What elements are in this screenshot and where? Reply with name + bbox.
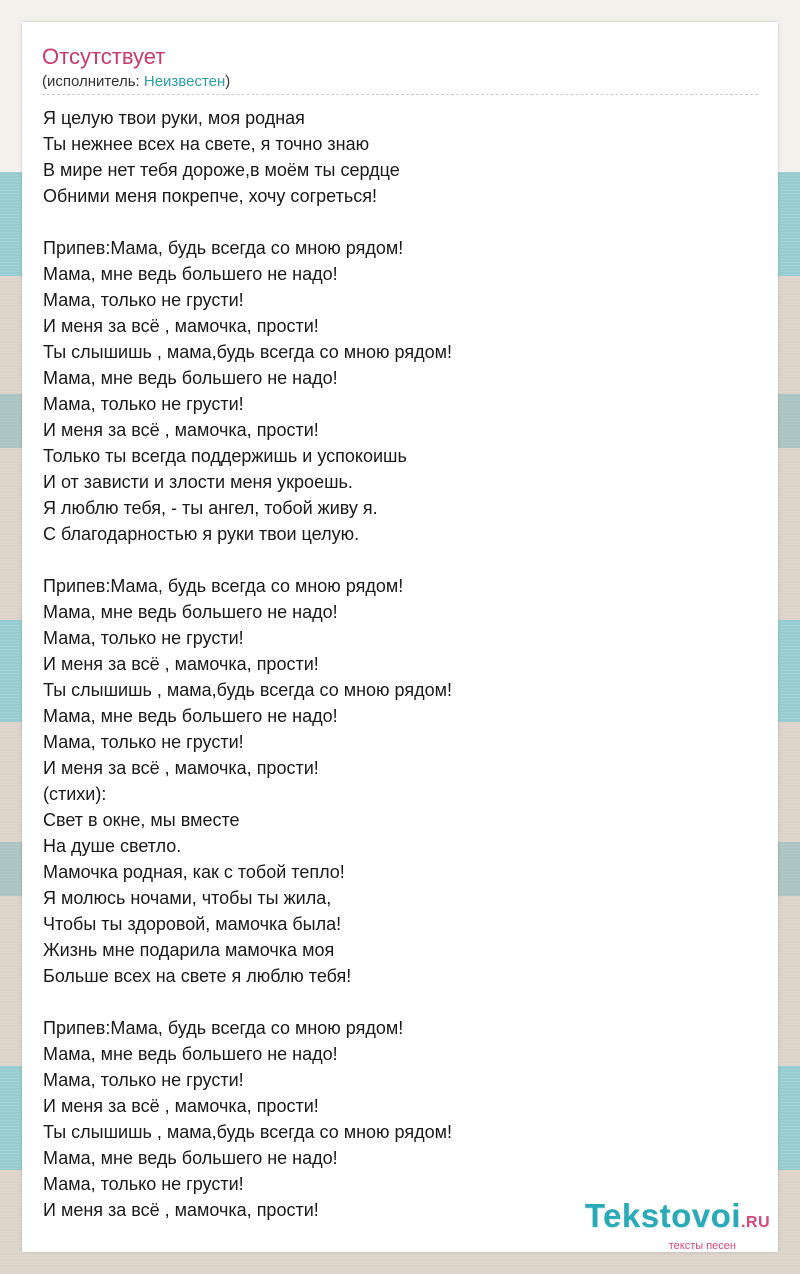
lyric-line: Мама, только не грусти!: [43, 394, 244, 414]
lyric-line: Мама, только не грусти!: [43, 628, 244, 648]
lyric-line: (стихи):: [43, 784, 107, 804]
lyric-line: Мама, только не грусти!: [43, 1174, 244, 1194]
lyric-line: Мама, мне ведь большего не надо!: [43, 602, 338, 622]
lyric-line: [43, 989, 452, 1015]
lyric-line: Мама, мне ведь большего не надо!: [43, 368, 338, 388]
lyric-line: Мама, только не грусти!: [43, 1070, 244, 1090]
lyric-line: Ты слышишь , мама,будь всегда со мною рядом!: [43, 342, 452, 362]
logo-wordmark: [585, 1199, 770, 1240]
logo-name: Tekstovoi: [584, 1197, 741, 1234]
lyric-line: С благодарностью я руки твои целую.: [43, 524, 360, 544]
lyric-line: Припев:Мама, будь всегда со мною рядом!: [43, 1018, 404, 1038]
lyric-line: Мама, только не грусти!: [43, 290, 244, 310]
lyric-line: Мама, мне ведь большего не надо!: [43, 1044, 338, 1064]
lyric-line: [43, 209, 452, 235]
song-title: Отсутствует: [42, 44, 166, 69]
lyric-line: И меня за всё , мамочка, прости!: [43, 420, 319, 440]
lyric-line: И меня за всё , мамочка, прости!: [43, 758, 319, 778]
artist-prefix: (исполнитель:: [42, 73, 144, 90]
logo-tagline: тексты песен: [668, 1240, 736, 1252]
lyric-line: Только ты всегда поддержишь и успокоишь: [43, 446, 407, 466]
lyric-line: Ты слышишь , мама,будь всегда со мною рядом!: [43, 1122, 452, 1142]
lyric-line: Припев:Мама, будь всегда со мною рядом!: [43, 238, 404, 258]
lyric-line: Я целую твои руки, моя родная: [43, 108, 305, 128]
lyric-line: Обними меня покрепче, хочу согреться!: [43, 186, 377, 206]
lyric-line: Я люблю тебя, - ты ангел, тобой живу я.: [43, 498, 378, 518]
lyric-line: Жизнь мне подарила мамочка моя: [43, 940, 335, 960]
lyric-line: Я молюсь ночами, чтобы ты жила,: [43, 888, 332, 908]
lyric-line: И от зависти и злости меня укроешь.: [43, 472, 353, 492]
lyric-line: Чтобы ты здоровой, мамочка была!: [43, 914, 342, 934]
lyric-line: Мамочка родная, как с тобой тепло!: [43, 862, 345, 882]
lyric-line: И меня за всё , мамочка, прости!: [43, 1200, 319, 1220]
header-divider: [42, 94, 758, 95]
lyric-line: Мама, мне ведь большего не надо!: [43, 706, 338, 726]
site-logo[interactable]: [585, 1199, 770, 1252]
lyric-line: Ты нежнее всех на свете, я точно знаю: [43, 134, 370, 154]
artist-suffix: ): [225, 73, 231, 90]
lyric-line: Свет в окне, мы вместе: [43, 810, 240, 830]
lyric-line: На душе светло.: [43, 836, 182, 856]
lyric-line: И меня за всё , мамочка, прости!: [43, 316, 319, 336]
lyrics-text: [43, 105, 452, 1223]
artist-line: [42, 73, 230, 91]
lyric-line: Припев:Мама, будь всегда со мною рядом!: [43, 576, 404, 596]
lyric-line: Мама, только не грусти!: [43, 732, 244, 752]
lyric-line: [43, 547, 452, 573]
artist-link[interactable]: Неизвестен: [143, 73, 226, 90]
lyrics-card: [22, 22, 778, 1252]
lyric-line: И меня за всё , мамочка, прости!: [43, 654, 319, 674]
lyric-line: В мире нет тебя дороже,в моём ты сердце: [43, 160, 400, 180]
logo-suffix: .RU: [740, 1214, 770, 1231]
lyric-line: Ты слышишь , мама,будь всегда со мною рядом!: [43, 680, 452, 700]
lyric-line: Мама, мне ведь большего не надо!: [43, 264, 338, 284]
lyric-line: И меня за всё , мамочка, прости!: [43, 1096, 319, 1116]
lyric-line: Больше всех на свете я люблю тебя!: [43, 966, 352, 986]
lyric-line: Мама, мне ведь большего не надо!: [43, 1148, 338, 1168]
